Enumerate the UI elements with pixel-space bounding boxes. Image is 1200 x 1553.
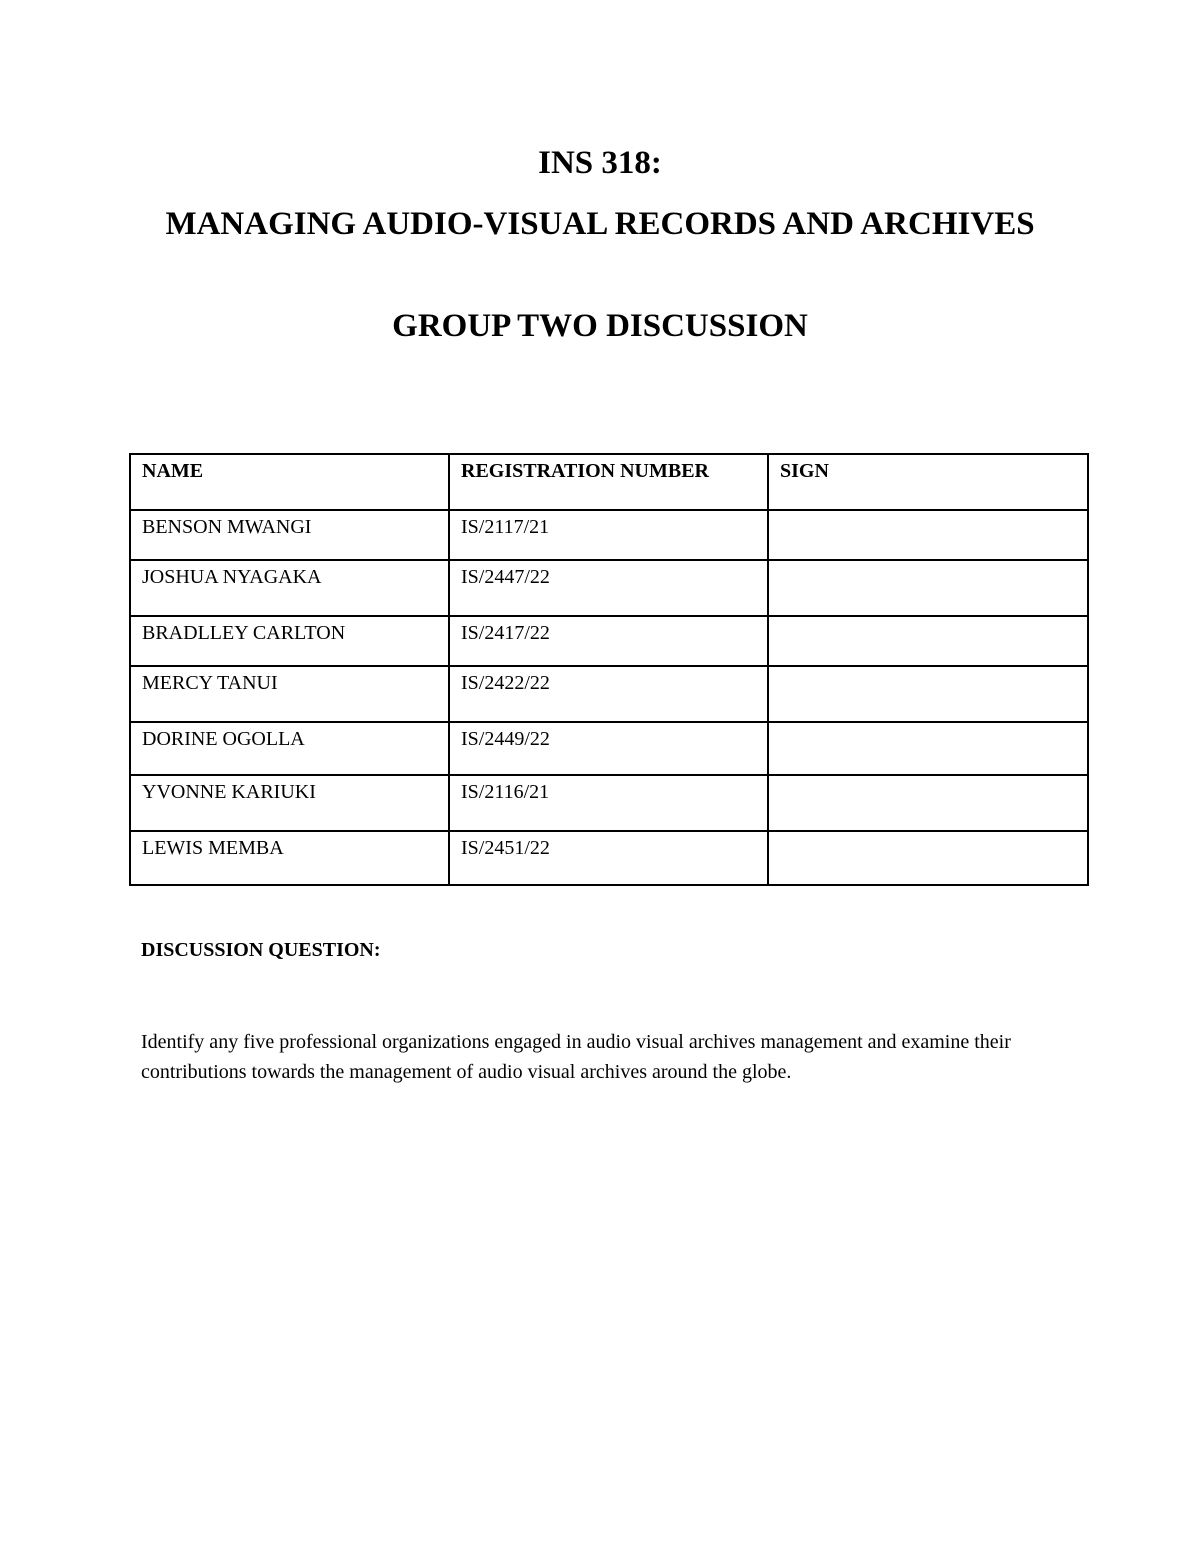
member-sign: [768, 666, 1088, 722]
course-code: INS 318:: [538, 145, 662, 181]
table-row: [130, 616, 1088, 666]
member-registration: IS/2116/21: [449, 775, 768, 831]
member-sign: [768, 616, 1088, 666]
member-name: BENSON MWANGI: [130, 510, 449, 560]
member-registration: IS/2422/22: [449, 666, 768, 722]
member-registration: IS/2447/22: [449, 560, 768, 616]
table-row: [130, 666, 1088, 722]
table-row: [130, 775, 1088, 831]
member-sign: [768, 722, 1088, 775]
member-registration: IS/2417/22: [449, 616, 768, 666]
member-name: BRADLLEY CARLTON: [130, 616, 449, 666]
member-sign: [768, 775, 1088, 831]
table-row: [130, 831, 1088, 885]
table-row: [130, 722, 1088, 775]
members-table: [129, 453, 1089, 886]
member-registration: IS/2449/22: [449, 722, 768, 775]
table-row: [130, 560, 1088, 616]
member-name: LEWIS MEMBA: [130, 831, 449, 885]
member-sign: [768, 831, 1088, 885]
discussion-question-text: Identify any five professional organizations engaged in audio visual archives management and examine their contributions towards the management of audio visual archives around the globe.: [141, 1031, 1011, 1083]
member-registration: IS/2451/22: [449, 831, 768, 885]
member-name: DORINE OGOLLA: [130, 722, 449, 775]
group-title: GROUP TWO DISCUSSION: [392, 308, 808, 344]
member-name: YVONNE KARIUKI: [130, 775, 449, 831]
member-sign: [768, 510, 1088, 560]
column-header-name: NAME: [130, 454, 449, 510]
table-header-row: [130, 454, 1088, 510]
table-row: [130, 510, 1088, 560]
column-header-sign: SIGN: [768, 454, 1088, 510]
member-name: JOSHUA NYAGAKA: [130, 560, 449, 616]
member-name: MERCY TANUI: [130, 666, 449, 722]
column-header-registration: REGISTRATION NUMBER: [449, 454, 768, 510]
discussion-question-label: DISCUSSION QUESTION:: [141, 939, 381, 961]
member-sign: [768, 560, 1088, 616]
course-title: MANAGING AUDIO-VISUAL RECORDS AND ARCHIVES: [165, 206, 1035, 242]
member-registration: IS/2117/21: [449, 510, 768, 560]
